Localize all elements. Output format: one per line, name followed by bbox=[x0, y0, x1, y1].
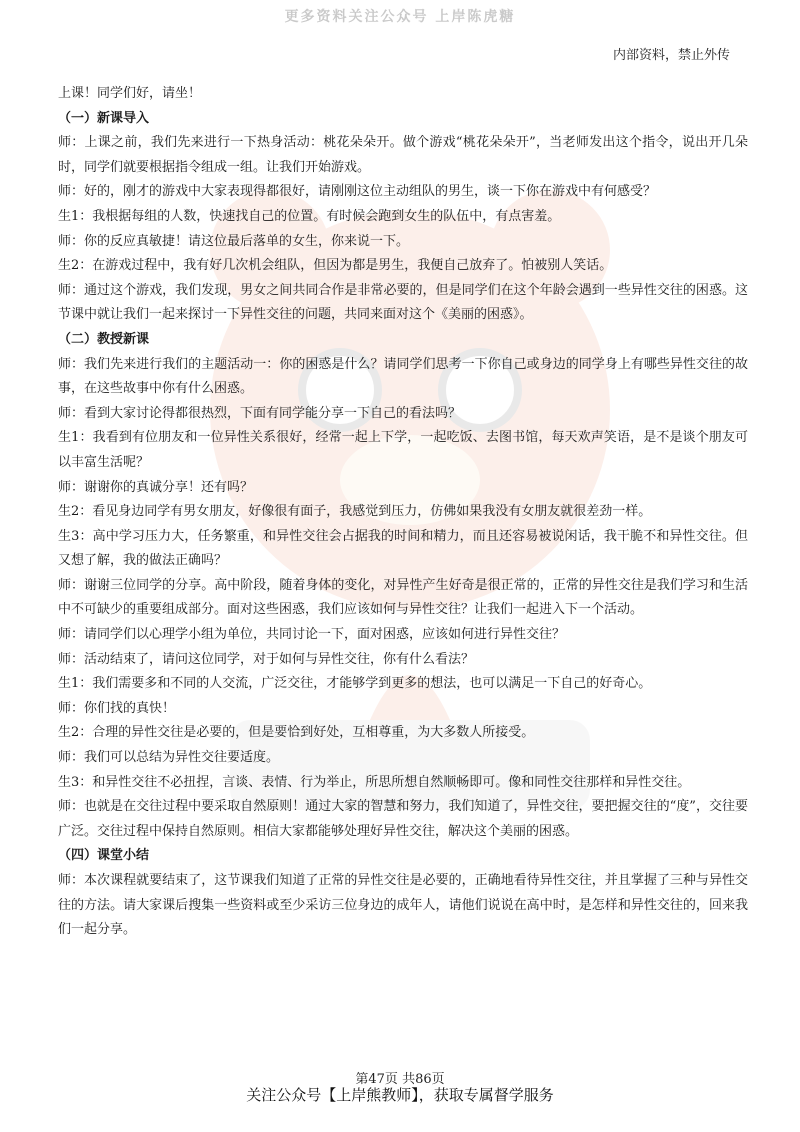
internal-note: 内部资料，禁止外传 bbox=[612, 48, 730, 63]
page-number: 第47页 共86页 bbox=[355, 1072, 445, 1087]
paragraph: 生3：高中学习压力大，任务繁重，和异性交往会占据我的时间和精力，而且还容易被说闲话，我干脆不和异性交往。但又想了解，我的做法正确吗？ bbox=[58, 528, 748, 569]
section-heading: （二）教授新课 bbox=[58, 331, 150, 347]
paragraph: 师：通过这个游戏，我们发现，男女之间共同合作是非常必要的，但是同学们在这个年龄会遇到一些异性交往的困惑。这节课中就让我们一起来探讨一下异性交往的问题，共同来面对这个《美丽的困惑》。 bbox=[58, 282, 748, 323]
top-watermark: 更多资料关注公众号 上岸陈虎糖 bbox=[284, 9, 516, 25]
section-heading: （四）课堂小结 bbox=[58, 848, 150, 864]
paragraph: 生2：在游戏过程中，我有好几次机会组队，但因为都是男生，我便自己放弃了。怕被别人笑话。 bbox=[58, 258, 613, 274]
document-body bbox=[58, 82, 748, 943]
paragraph: 师：好的，刚才的游戏中大家表现得都很好，请刚刚这位主动组队的男生，谈一下你在游戏中有何感受？ bbox=[58, 184, 657, 200]
paragraph: 师：上课之前，我们先来进行一下热身活动：桃花朵朵开。做个游戏“桃花朵朵开”，当老师发出这个指令，说出开几朵时，同学们就要根据指令组成一组。让我们开始游戏。 bbox=[58, 135, 748, 175]
paragraph: 生3：和异性交往不必扭捏，言谈、表情、行为举止，所思所想自然顺畅即可。像和同性交往那样和异性交往。 bbox=[58, 774, 691, 790]
paragraph: 师：谢谢你的真诚分享！还有吗？ bbox=[58, 479, 254, 495]
paragraph: 师：看到大家讨论得都很热烈，下面有同学能分享一下自己的看法吗？ bbox=[58, 405, 462, 421]
paragraph: 师：我们先来进行我们的主题活动一：你的困惑是什么？请同学们思考一下你自己或身边的同学身上有哪些异性交往的故事，在这些故事中你有什么困惑。 bbox=[58, 356, 748, 397]
footer-promo: 关注公众号【上岸熊教师】，获取专属督学服务 bbox=[246, 1086, 554, 1104]
paragraph: 师：你们找的真快！ bbox=[58, 700, 176, 716]
paragraph: 生1：我们需要多和不同的人交流，广泛交往，才能够学到更多的想法，也可以满足一下自己的好奇心。 bbox=[58, 676, 652, 692]
paragraph: 师：我们可以总结为异性交往要适度。 bbox=[58, 750, 280, 766]
paragraph: 师：请同学们以心理学小组为单位，共同讨论一下，面对困惑，应该如何进行异性交往？ bbox=[58, 627, 566, 643]
paragraph: 上课！同学们好，请坐！ bbox=[58, 86, 202, 101]
paragraph: 生1：我看到有位朋友和一位异性关系很好，经常一起上下学，一起吃饭、去图书馆，每天欢声笑语，是不是谈个朋友可以丰富生活呢？ bbox=[58, 430, 748, 470]
paragraph: 师：本次课程就要结束了，这节课我们知道了正常的异性交往是必要的，正确地看待异性交往，并且掌握了三种与异性交往的方法。请大家课后搜集一些资料或至少采访三位身边的成年人，请他们说说在高中时，是怎样和异性交往的，回来我们一起分享。 bbox=[58, 873, 748, 938]
paragraph: 生1：我根据每组的人数，快速找自己的位置。有时候会跑到女生的队伍中，有点害羞。 bbox=[58, 208, 561, 224]
paragraph: 师：谢谢三位同学的分享。高中阶段，随着身体的变化，对异性产生好奇是很正常的，正常的异性交往是我们学习和生活中不可缺少的重要组成部分。面对这些困惑，我们应该如何与异性交往？让我们一起进入下一个活动。 bbox=[58, 577, 748, 618]
paragraph: 生2：看见身边同学有男女朋友，好像很有面子，我感觉到压力，仿佛如果我没有女朋友就很差劲一样。 bbox=[58, 504, 652, 520]
paragraph: 生2：合理的异性交往是必要的，但是要恰到好处，互相尊重，为大多数人所接受。 bbox=[58, 725, 535, 741]
paragraph: 师：你的反应真敏捷！请这位最后落单的女生，你来说一下。 bbox=[58, 233, 410, 249]
paragraph: 师：也就是在交往过程中要采取自然原则！通过大家的智慧和努力，我们知道了，异性交往，要把握交往的“度”，交往要广泛。交往过程中保持自然原则。相信大家都能够处理好异性交往，解决这个美丽的困惑。 bbox=[58, 799, 748, 839]
section-heading: （一）新课导入 bbox=[58, 110, 150, 126]
paragraph: 师：活动结束了，请问这位同学，对于如何与异性交往，你有什么看法？ bbox=[58, 651, 475, 667]
